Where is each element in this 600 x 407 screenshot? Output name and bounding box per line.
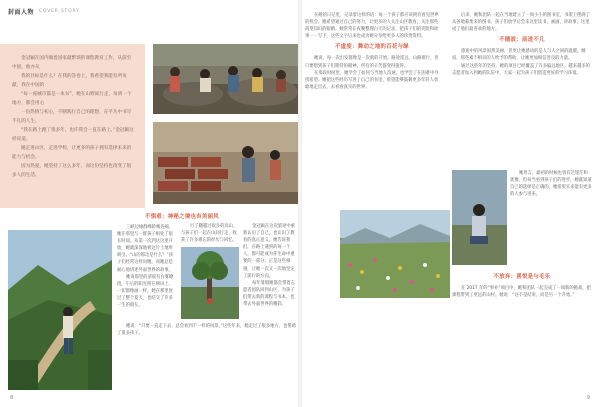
paragraph: 每年暑假她都会带着志愿者团队回到山区，为孩子们带去新的课程与书本，也带去外面世界的精彩。 — [243, 280, 295, 308]
right-text-column-b — [452, 12, 592, 77]
section-tag: 封面人物 — [8, 8, 35, 16]
right-text-column-c — [510, 170, 592, 198]
paragraph: 她说那里的清晨有白雾缭绕，午后的阳光照在梯田上，一切都像画一样。她在那里度过了整个夏天，也结交了许多一生的朋友。 — [117, 274, 174, 309]
paragraph: 在她的日记里，记录着这样的话：每一个孩子都应该拥有看见世界的机会。她希望通过自己的努力，让更多的人关注山区教育，关注那些渴望知识的眼睛。她常常在夜晚整理白天的记录，把孩子们的笑脸和故事一一写下，这些文字后来也成为她分享给更多人的珍贵资料。 — [305, 13, 439, 40]
paragraph: 通过这些年的坚持，她的项目已经覆盖了许多偏远地区。越来越多的志愿者加入到她的队伍中，大家一起为孩子们创造更好的学习环境。 — [452, 63, 590, 76]
paragraph: 后来，她和团队一起在当地建立了一间小小的图书室，书架上摆满了从各地募集来的图书。孩子们放学后会来这里读书、画画、讲故事，这里成了他们最喜欢的地方。 — [452, 13, 590, 33]
paragraph: 金冠颖在这次旅途中重新认识了自己，也认识了教育的真正意义。她告诉我们，在路上遇到的每一个人，都可能成为你生命中重要的一部分。正是这些相遇，让她一次又一次地坚定了前行的方向。 — [243, 224, 295, 279]
paragraph: 她坦言，最初的时候也曾有过迷茫和犹豫，但每当看到孩子们的进步，她就知道自己的选择是正确的。她希望未来能有更多的人参与进来。 — [510, 171, 592, 198]
intro-paragraph: 她走进山区，走进学校，让更多的孩子拥有选择未来的能力与机会。 — [12, 146, 132, 160]
intro-paragraph: 金冠颖在国内做着国家最繁琐的课程教育工作，从前至中国，他亦从 — [12, 56, 132, 70]
page-number-left: 8 — [10, 395, 14, 401]
section-tag-english: COVER STORY — [39, 8, 80, 14]
intro-paragraph: 我的目标是什么？在我的答卷上，我希望我能有所贡献，我在中国的 — [12, 74, 127, 88]
section-heading: 不虚度：舞动之地的百花与绿 — [335, 44, 409, 51]
left-text-column-3 — [243, 223, 297, 308]
intro-paragraph: “我在路上跑了很多年，也许我会一直在路上。”金冠颖这样说道。 — [12, 128, 134, 142]
left-text-column-2 — [181, 223, 239, 244]
intro-paragraph: 一份热情与初心，不断践行自己的理想，在平凡中书写不凡的人生。 — [12, 110, 132, 124]
page-header — [8, 6, 80, 16]
paragraph: 在那段时间里，她学会了如何与当地人沟通，也学会了在困难中寻找希望。她把这些经历写进了自己的书里，希望能够鼓舞更多年轻人勇敢地走出去，去看看真实的世界。 — [305, 70, 439, 90]
intro-paragraph: 因为热爱，她坚持了这么多年，而这份坚持也改变了很多人的生活。 — [12, 164, 132, 178]
photo-group-outdoors — [153, 44, 298, 114]
paragraph: 三峡边缘群峰险峻连绵，她在那里与一群孩子相处了很长时间。从第一次到达这里开始，她就深深地被这片土地所吸引。“山的那边是什么？”孩子们经常这样问她，而她总是耐心地讲述外面世界的故事。 — [117, 225, 174, 273]
paragraph: 行了翻越过很多的高山，与孩子们一起在山间行走，收获了许多难忘的经历与回忆。 — [181, 224, 238, 244]
section-heading: 不惧艰：神秘之境也有美丽风 — [145, 214, 219, 220]
page-gutter — [298, 0, 302, 407]
left-bottom-text — [117, 323, 297, 337]
paragraph: 旅途中的风景固然美丽，但更让她感动的是人与人之间的温暖。她说，那些素不相识的人给予的帮助，让她更加相信善良的力量。 — [452, 49, 586, 62]
right-bottom-text — [452, 270, 592, 299]
page-number-right: 9 — [586, 395, 590, 401]
paragraph: 她说：“只要一直走下去，总会看到不一样的风景。”这些年来，她走过了很多地方，也帮助了很多孩子。 — [117, 324, 296, 337]
photo-flower-field — [340, 210, 450, 298]
intro-paragraph: “每一座城市都是一本书”，她在山野间行走，每到一个地方，都会用心 — [12, 92, 132, 106]
intro-box — [0, 44, 145, 208]
paragraph: 在 2017 年的“事业”项目中，她和团队一起完成了一项新的挑战，把课程带到了更远的山村。她说：“这不是结束，而是另一个开始。” — [452, 286, 591, 299]
photo-hiker-mountain — [8, 230, 112, 390]
section-heading: 不放弃：喜悦是与毛乐 — [493, 274, 551, 280]
photo-person-sitting — [452, 170, 507, 265]
left-text-column-1 — [117, 224, 176, 309]
photo-bricks-scene — [153, 122, 298, 204]
right-text-column-a — [305, 12, 439, 91]
section-heading: 不随波：前进不几 — [499, 37, 545, 44]
photo-tree-lake — [181, 247, 239, 319]
paragraph: 她说，每一次出发都像是一次新的开始。路途遥远，山路难行，但只要想到孩子们期待的眼神，所有的辛苦都变得值得。 — [305, 56, 439, 69]
